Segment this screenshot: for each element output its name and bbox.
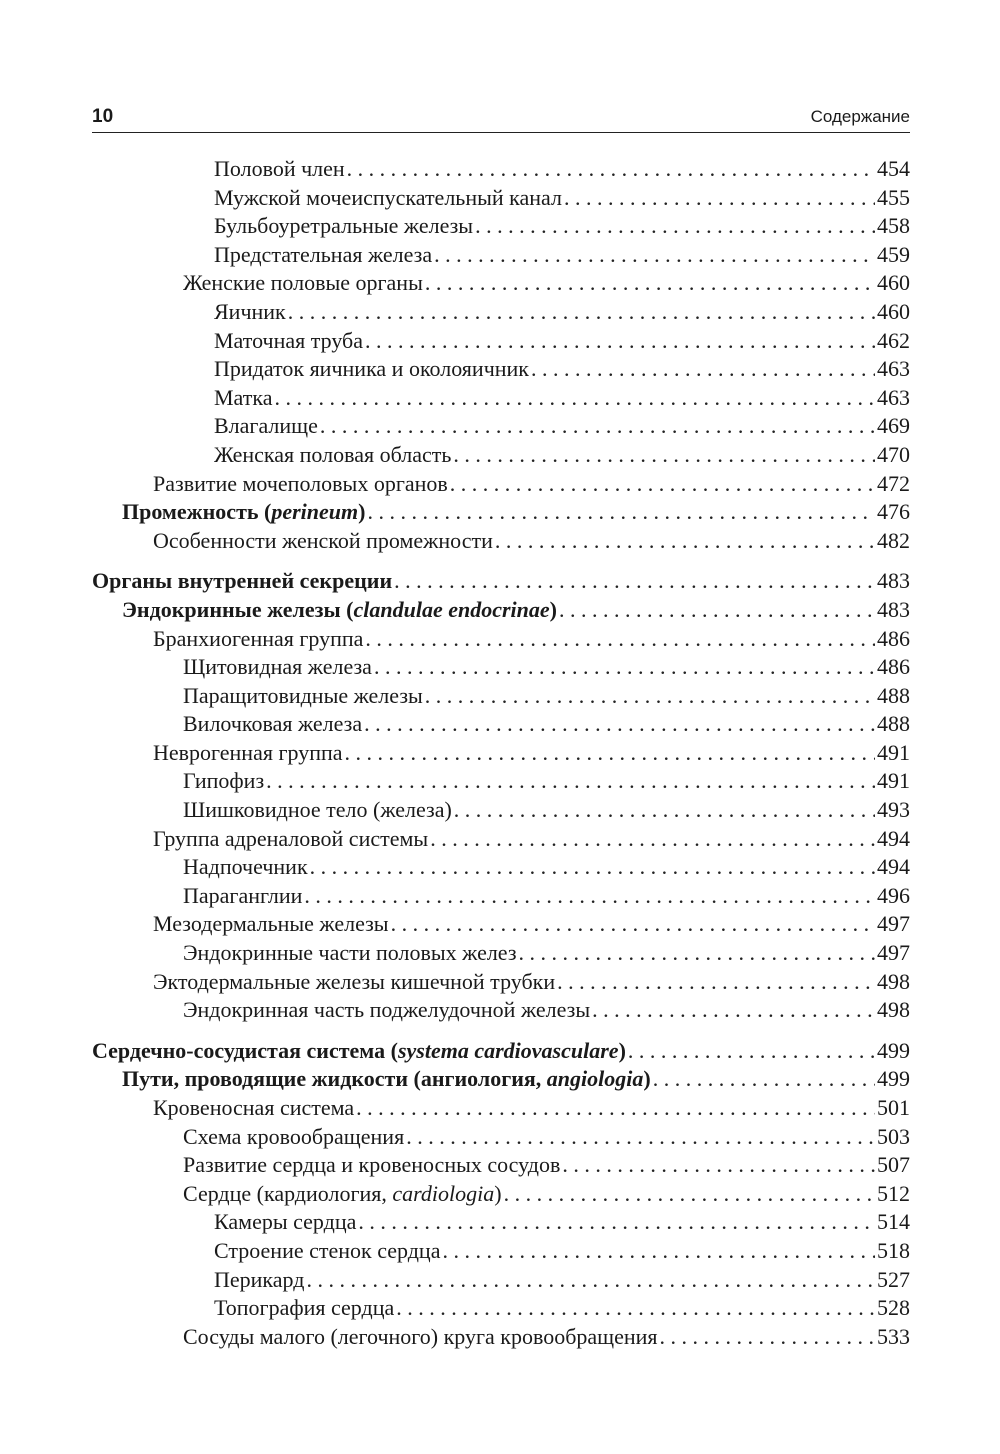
toc-entry-title-part: Группа адреналовой системы <box>153 825 429 851</box>
toc-entry-title-part: Половой член <box>214 156 345 181</box>
toc-entry-page: 483 <box>877 568 910 594</box>
toc-entry-title-part: Сосуды малого (легочного) круга кровообращения <box>183 1323 658 1349</box>
dot-leader <box>454 796 875 825</box>
toc-entry-title-part: Шишковидное тело (железа) <box>183 797 452 823</box>
toc-entry-title <box>153 470 448 499</box>
dot-leader <box>430 825 875 854</box>
page-number: 10 <box>92 106 114 127</box>
toc-entry <box>92 996 910 1025</box>
toc-entry-title-part: ) <box>643 1066 651 1092</box>
toc-entry-page: 472 <box>877 470 910 496</box>
toc-entry-title <box>183 653 372 682</box>
toc-entry-title-part: Вилочковая железа <box>183 711 363 737</box>
toc-entry <box>92 269 910 298</box>
toc-entry <box>92 327 910 356</box>
toc-entry-page: 528 <box>877 1295 910 1321</box>
toc-entry <box>92 527 910 556</box>
dot-leader <box>504 1180 875 1209</box>
toc-entry-page: 488 <box>877 711 910 737</box>
toc-entry-title <box>183 269 423 298</box>
toc-entry-title-part: Органы внутренней секреции <box>92 568 393 594</box>
toc-entry-page: 512 <box>877 1180 910 1206</box>
toc-entry-page: 507 <box>877 1152 910 1178</box>
toc-entry-page: 498 <box>877 968 910 994</box>
toc-entry-title <box>122 596 557 625</box>
toc-entry-page: 499 <box>877 1037 910 1063</box>
toc-entry-title <box>153 968 555 997</box>
dot-leader <box>365 327 875 356</box>
dot-leader <box>562 1151 875 1180</box>
toc-entry-page: 498 <box>877 997 910 1023</box>
toc-entry-title <box>214 1208 356 1237</box>
toc-entry-title-part: Мужской мочеиспускательный канал <box>214 184 562 210</box>
dot-leader <box>374 653 875 682</box>
toc-entry-title-part: Мезодермальные железы <box>153 911 389 937</box>
toc-entry-page: 458 <box>877 213 910 239</box>
dot-leader <box>367 498 875 527</box>
toc-entry-title <box>183 796 452 825</box>
toc-entry <box>92 653 910 682</box>
toc-entry-title-part: Развитие мочеполовых органов <box>153 470 448 496</box>
dot-leader <box>304 882 875 911</box>
toc-entry <box>92 825 910 854</box>
dot-leader <box>425 269 875 298</box>
toc-entry-title <box>183 882 302 911</box>
toc-entry <box>92 1094 910 1123</box>
toc-entry-title <box>214 1294 394 1323</box>
toc-entry-page: 460 <box>877 298 910 324</box>
toc-entry-title <box>183 996 590 1025</box>
toc-entry-page: 476 <box>877 499 910 525</box>
toc-entry <box>92 968 910 997</box>
toc-entry-title-part: Кровеносная система <box>153 1095 355 1120</box>
toc-entry-page: 491 <box>877 739 910 765</box>
toc-entry <box>92 441 910 470</box>
toc-entry <box>92 1123 910 1152</box>
toc-entry <box>92 412 910 441</box>
dot-leader <box>495 527 875 556</box>
toc-entry-title <box>214 155 345 184</box>
dot-leader <box>628 1037 875 1066</box>
toc-entry-title-part: ) <box>358 499 366 525</box>
toc-entry-title <box>153 527 493 556</box>
toc-entry-page: 488 <box>877 682 910 708</box>
page-header <box>92 104 910 133</box>
toc-entry-title-part: Сердце (кардиология, <box>183 1180 393 1206</box>
toc-entry-page: 454 <box>877 156 910 181</box>
toc-entry-page: 460 <box>877 270 910 296</box>
dot-leader <box>442 1237 875 1266</box>
toc-entry-title-part: Щитовидная железа <box>183 654 372 680</box>
toc-entry <box>92 853 910 882</box>
toc-entry-title <box>214 441 451 470</box>
toc-entry-title-part: Развитие сердца и кровеносных сосудов <box>183 1152 561 1178</box>
dot-leader <box>434 241 875 270</box>
toc-entry-title <box>92 1037 626 1066</box>
toc-entry-title <box>214 1266 304 1295</box>
toc-entry <box>92 567 910 596</box>
toc-entry <box>92 1208 910 1237</box>
toc-entry-title-part: Сердечно-сосудистая система ( <box>92 1037 398 1063</box>
toc-entry-title-part: Пути, проводящие жидкости (ангиология, <box>122 1066 547 1092</box>
toc-entry-title <box>214 412 318 441</box>
toc-entry <box>92 298 910 327</box>
toc-entry <box>92 796 910 825</box>
toc-entry-title <box>153 739 343 768</box>
dot-leader <box>365 625 875 654</box>
toc-entry-title <box>214 298 286 327</box>
dot-leader <box>557 968 875 997</box>
toc-entry-page: 501 <box>877 1095 910 1120</box>
toc-entry-title-part: Бульбоуретральные железы <box>214 213 474 239</box>
toc-entry-title-part: Эндокринные части половых желез <box>183 940 517 966</box>
toc-entry-title-part: Влагалище <box>214 413 318 439</box>
toc-entry-page: 470 <box>877 441 910 467</box>
toc-entry-title <box>183 1180 502 1209</box>
toc-entry-title <box>214 241 432 270</box>
dot-leader <box>519 939 875 968</box>
toc-entry-title-part: Топография сердца <box>214 1295 395 1321</box>
toc-entry-title <box>153 1094 354 1123</box>
toc-entry-title <box>92 567 392 596</box>
toc-entry <box>92 682 910 711</box>
dot-leader <box>559 596 875 625</box>
toc-entry <box>92 910 910 939</box>
toc-entry-title <box>122 1065 651 1094</box>
dot-leader <box>364 710 875 739</box>
toc-entry-title-part: ) <box>549 596 557 622</box>
toc-entry-title <box>183 1151 560 1180</box>
toc-entry-title-part: Женские половые органы <box>183 270 423 296</box>
toc-entry-title-part: Гипофиз <box>183 768 265 794</box>
toc-entry <box>92 1266 910 1295</box>
toc-entry-title-part: Перикард <box>214 1266 305 1292</box>
toc-entry <box>92 155 910 184</box>
dot-leader <box>396 1294 875 1323</box>
toc-entry-page: 455 <box>877 184 910 210</box>
toc-entry <box>92 498 910 527</box>
toc-entry <box>92 710 910 739</box>
toc-entry-page: 533 <box>877 1323 910 1349</box>
toc-entry <box>92 241 910 270</box>
toc-entry-title <box>214 1237 440 1266</box>
toc-entry-title <box>214 384 273 413</box>
toc-entry-title <box>183 767 264 796</box>
toc-entry-page: 463 <box>877 356 910 382</box>
toc-entry-title <box>153 825 428 854</box>
toc-entry <box>92 212 910 241</box>
toc-entry-title-part: ) <box>618 1037 626 1063</box>
toc-entry-title <box>183 710 362 739</box>
dot-leader <box>356 1094 875 1123</box>
dot-leader <box>475 212 875 241</box>
toc-entry-page: 491 <box>877 768 910 794</box>
toc-entry-title-part: Особенности женской промежности <box>153 527 493 553</box>
toc-entry-title-part: Женская половая область <box>214 441 452 467</box>
dot-leader <box>592 996 875 1025</box>
toc-entry-title-part: Эндокринная часть поджелудочной железы <box>183 997 591 1023</box>
dot-leader <box>345 739 875 768</box>
toc-entry-title-latin: angiologia <box>546 1066 644 1092</box>
dot-leader <box>288 298 875 327</box>
toc-entry-title <box>183 853 308 882</box>
toc-entry-page: 459 <box>877 241 910 267</box>
dot-leader <box>320 412 875 441</box>
toc-entry <box>92 1294 910 1323</box>
dot-leader <box>425 682 875 711</box>
toc-entry-title <box>214 212 473 241</box>
dot-leader <box>310 853 875 882</box>
dot-leader <box>394 567 875 596</box>
toc-entry-title-part: Матка <box>214 384 273 410</box>
toc-entry-page: 482 <box>877 527 910 553</box>
toc-entry-page: 527 <box>877 1266 910 1292</box>
toc-entry-title-part: Эктодермальные железы кишечной трубки <box>153 968 556 994</box>
toc-entry-title <box>122 498 365 527</box>
toc-entry-page: 463 <box>877 384 910 410</box>
toc-entry <box>92 1037 910 1066</box>
table-of-contents <box>92 155 910 1351</box>
toc-entry-title-part: Промежность ( <box>122 499 272 525</box>
toc-entry <box>92 882 910 911</box>
toc-entry-title <box>183 939 517 968</box>
toc-entry <box>92 184 910 213</box>
toc-entry-page: 497 <box>877 911 910 937</box>
toc-entry-title <box>214 355 529 384</box>
toc-entry-page: 518 <box>877 1237 910 1263</box>
toc-entry-page: 494 <box>877 825 910 851</box>
toc-entry-page: 496 <box>877 882 910 908</box>
dot-leader <box>358 1208 875 1237</box>
toc-entry-title <box>183 1123 404 1152</box>
toc-entry <box>92 1237 910 1266</box>
toc-entry-title-part: Строение стенок сердца <box>214 1237 441 1263</box>
toc-entry-title-part: Паращитовидные железы <box>183 682 423 708</box>
toc-entry-title-latin: cardiologia <box>392 1180 495 1206</box>
toc-entry-title-part: Придаток яичника и околояичник <box>214 356 529 382</box>
toc-entry-title <box>153 625 363 654</box>
toc-entry <box>92 767 910 796</box>
toc-entry-title-latin: clandulae endocrinae <box>353 596 550 622</box>
dot-leader <box>653 1065 875 1094</box>
toc-entry-title-part: Параганглии <box>183 882 303 908</box>
toc-entry <box>92 596 910 625</box>
toc-entry-title <box>183 682 423 711</box>
dot-leader <box>347 155 875 184</box>
toc-entry <box>92 625 910 654</box>
toc-entry-page: 503 <box>877 1123 910 1149</box>
toc-entry-title <box>183 1323 658 1352</box>
toc-entry-title <box>214 327 363 356</box>
toc-entry <box>92 470 910 499</box>
running-title: Содержание <box>810 107 910 126</box>
toc-entry <box>92 355 910 384</box>
toc-entry <box>92 1180 910 1209</box>
toc-entry-title-part: Неврогенная группа <box>153 739 343 765</box>
toc-entry-page: 462 <box>877 327 910 353</box>
dot-leader <box>391 910 875 939</box>
toc-entry-page: 499 <box>877 1066 910 1092</box>
dot-leader <box>275 384 876 413</box>
toc-entry-title-latin: perineum <box>271 499 359 525</box>
toc-entry-title-part: Предстательная железа <box>214 241 433 267</box>
toc-entry-title-part: Маточная труба <box>214 327 363 353</box>
toc-entry <box>92 1151 910 1180</box>
toc-entry <box>92 384 910 413</box>
toc-entry <box>92 939 910 968</box>
toc-entry-page: 486 <box>877 654 910 680</box>
toc-entry-title-part: Камеры сердца <box>214 1209 357 1235</box>
toc-entry-title-latin: systema cardiovasculare <box>397 1037 619 1063</box>
toc-entry-title-part: Надпочечник <box>183 854 308 880</box>
toc-entry-page: 469 <box>877 413 910 439</box>
dot-leader <box>266 767 875 796</box>
dot-leader <box>564 184 875 213</box>
dot-leader <box>453 441 875 470</box>
toc-entry-page: 497 <box>877 940 910 966</box>
toc-entry-page: 493 <box>877 797 910 823</box>
dot-leader <box>660 1323 875 1352</box>
dot-leader <box>531 355 875 384</box>
toc-entry-title-part: Яичник <box>214 298 286 324</box>
toc-entry-page: 486 <box>877 625 910 651</box>
toc-entry <box>92 739 910 768</box>
toc-entry-page: 514 <box>877 1209 910 1235</box>
toc-entry-title <box>153 910 389 939</box>
toc-entry <box>92 1065 910 1094</box>
toc-entry-title <box>214 184 562 213</box>
toc-entry-page: 494 <box>877 854 910 880</box>
dot-leader <box>450 470 875 499</box>
dot-leader <box>306 1266 875 1295</box>
toc-entry-title-part: Схема кровообращения <box>183 1123 405 1149</box>
dot-leader <box>406 1123 875 1152</box>
toc-entry-title-part: Бранхиогенная группа <box>153 625 364 651</box>
toc-entry-page: 483 <box>877 596 910 622</box>
toc-entry <box>92 1323 910 1352</box>
toc-entry-title-part: Эндокринные железы ( <box>122 596 354 622</box>
toc-entry-title-part: ) <box>494 1180 502 1206</box>
